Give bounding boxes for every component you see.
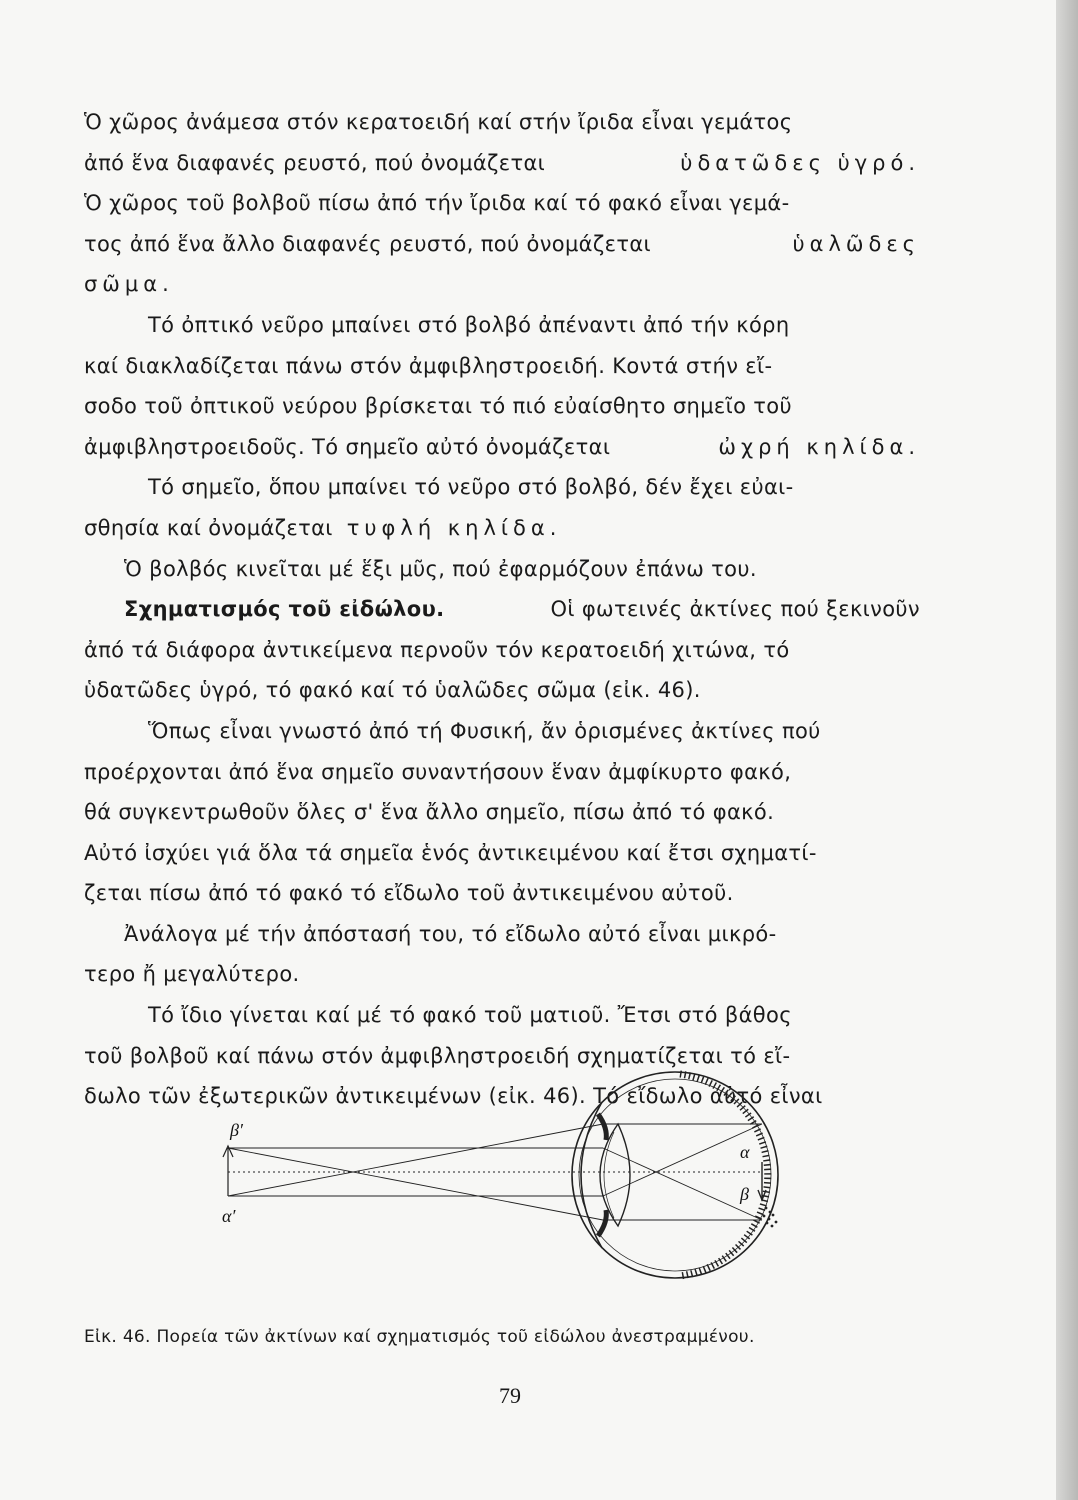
line-text: Ὁ χῶρος ἀνάμεσα στόν κερατοειδή καί στήν ἴριδα εἶναι γεμάτος (84, 110, 793, 134)
text-line (84, 670, 920, 711)
line-text: ἀπό τά διάφορα ἀντικείμενα περνοῦν τόν κερατοειδή χιτώνα, τό (84, 637, 790, 662)
text-line (84, 589, 920, 630)
text-line (84, 427, 920, 468)
term-vitreous-body-end: σῶμα. (84, 272, 174, 297)
text-line (84, 752, 920, 793)
body-text (84, 102, 920, 1117)
eye-ray-diagram (210, 1062, 790, 1294)
line-text: Ὅπως εἶναι γνωστό ἀπό τή Φυσική, ἄν ὁρισμένες ἀκτίνες πού (148, 718, 821, 743)
text-line (84, 954, 920, 995)
line-text: Ἀνάλογα μέ τήν ἀπόστασή του, τό εἴδωλο αὐτό εἶναι μικρό- (124, 921, 777, 946)
label-a-prime: α′ (222, 1206, 236, 1226)
line-text: ἀπό ἕνα διαφανές ρευστό, πού ὀνομάζεται (84, 150, 546, 175)
line-text: ὑδατῶδες ὑγρό, τό φακό καί τό ὑαλῶδες σῶμα (εἰκ. 46). (84, 678, 701, 703)
cornea (581, 1102, 602, 1248)
figure-caption: Εἰκ. 46. Πορεία τῶν ἀκτίνων καί σχηματισμός τοῦ εἰδώλου ἀνεστραμμένου. (84, 1327, 755, 1347)
line-text: Οἱ φωτεινές ἀκτίνες πού ξεκινοῦν (550, 597, 920, 622)
line-text: προέρχονται ἀπό ἕνα σημεῖο συναντήσουν ἕναν ἀμφίκυρτο φακό, (84, 759, 792, 784)
sclera-hatching (680, 1074, 768, 1276)
light-rays (228, 1124, 762, 1220)
text-line (84, 183, 920, 224)
text-line (84, 995, 920, 1036)
text-line (84, 792, 920, 833)
line-text: σοδο τοῦ ὀπτικοῦ νεύρου βρίσκεται τό πιό εὐαίσθητο σημεῖο τοῦ (84, 394, 792, 419)
text-line (84, 711, 920, 752)
text-line (84, 549, 920, 590)
line-text: Τό ἴδιο γίνεται καί μέ τό φακό τοῦ ματιοῦ. Ἔτσι στό βάθος (148, 1003, 792, 1028)
line-text: ζεται πίσω ἀπό τό φακό τό εἴδωλο τοῦ ἀντικειμένου αὐτοῦ. (84, 881, 734, 906)
text-line (84, 873, 920, 914)
text-line (84, 386, 920, 427)
line-text: καί διακλαδίζεται πάνω στόν ἀμφιβληστροειδή. Κοντά στήν εἴ- (84, 353, 773, 378)
line-text: δωλο τῶν ἐξωτερικῶν ἀντικειμένων (εἰκ. 46). Τό εἴδωλο αὐτό εἶναι (84, 1084, 823, 1109)
iris-lower (598, 1210, 606, 1236)
line-text: Τό ὀπτικό νεῦρο μπαίνει στό βολβό ἀπέναντι ἀπό τήν κόρη (148, 312, 790, 337)
label-a: α (740, 1142, 750, 1162)
text-line (84, 305, 920, 346)
term-aqueous-humor: ὑδατῶδες ὑγρό. (680, 150, 920, 175)
line-text: ἀμφιβληστροειδοῦς. Τό σημεῖο αὐτό ὀνομάζεται (84, 434, 611, 459)
text-line (84, 833, 920, 874)
term-macula: ὠχρή κηλίδα. (718, 434, 920, 459)
line-text: τοῦ βολβοῦ καί πάνω στόν ἀμφιβληστροειδή σχηματίζεται τό εἴ- (84, 1043, 791, 1068)
text-line (84, 224, 920, 265)
eyeball-outline (572, 1072, 778, 1278)
line-text: Ὁ βολβός κινεῖται μέ ἕξι μῦς, πού ἐφαρμόζουν ἐπάνω του. (124, 556, 757, 581)
text-line (84, 467, 920, 508)
text-line (84, 630, 920, 671)
label-b: β (740, 1184, 749, 1204)
term-blind-spot: τυφλή κηλίδα. (346, 515, 562, 540)
page-number: 79 (499, 1383, 521, 1408)
text-line (84, 102, 920, 143)
text-line (84, 143, 920, 184)
term-vitreous-body: ὑαλῶδες (792, 231, 920, 256)
line-text: σθησία καί ὀνομάζεται (84, 515, 333, 540)
lens-inner (604, 1132, 614, 1218)
text-line (84, 508, 920, 549)
iris-upper (598, 1114, 606, 1140)
page-edge-shadow (1056, 0, 1078, 1500)
line-text: θά συγκεντρωθοῦν ὅλες σ' ἕνα ἄλλο σημεῖο, πίσω ἀπό τό φακό. (84, 800, 775, 825)
text-line (84, 346, 920, 387)
line-text: τερο ἤ μεγαλύτερο. (84, 962, 300, 987)
line-text: Ὁ χῶρος τοῦ βολβοῦ πίσω ἀπό τήν ἴριδα καί τό φακό εἶναι γεμά- (84, 191, 790, 216)
text-line (84, 914, 920, 955)
label-b-prime: β′ (230, 1120, 243, 1140)
section-heading: Σχηματισμός τοῦ εἰδώλου. (124, 597, 445, 622)
line-text: τος ἀπό ἕνα ἄλλο διαφανές ρευστό, πού ὀνομάζεται (84, 231, 651, 256)
line-text: Τό σημεῖο, ὅπου μπαίνει τό νεῦρο στό βολβό, δέν ἔχει εὐαι- (148, 475, 794, 500)
text-line (84, 264, 920, 305)
line-text: Αὐτό ἰσχύει γιά ὅλα τά σημεῖα ἑνός ἀντικειμένου καί ἔτσι σχηματί- (84, 840, 817, 865)
